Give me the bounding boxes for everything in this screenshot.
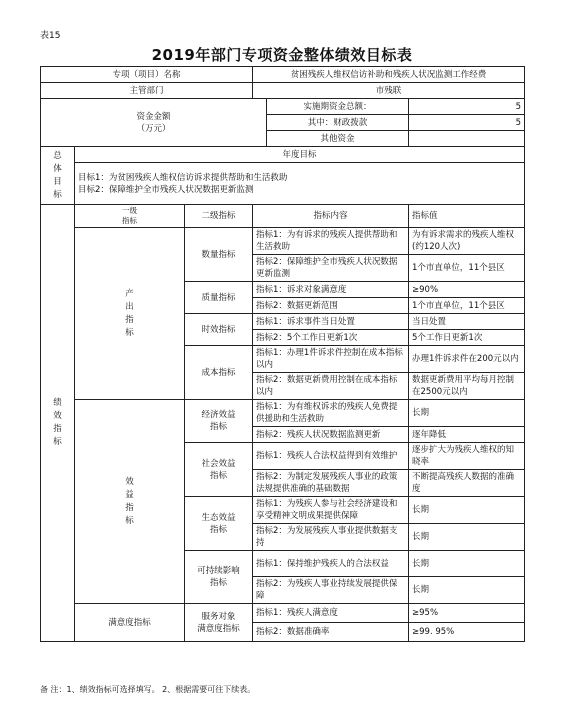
indicator-content: 指标1：残疾人满意度 [253, 604, 409, 623]
indicator-content: 指标2：为制定发展残疾人事业的政策法规提供准确的基础数据 [253, 470, 409, 497]
goals-text-row [41, 163, 525, 205]
indicator-content: 指标2：为发展残疾人事业提供数据支持 [253, 524, 409, 551]
table-number: 表15 [40, 31, 61, 41]
year-goal-text [75, 163, 525, 205]
indicator-content: 指标1：为有诉求的残疾人提供帮助和生活救助 [253, 228, 409, 255]
indicator-content: 指标1：为有维权诉求的残疾人免费提供援助和生活救助 [253, 400, 409, 427]
fund-row-value: 5 [409, 115, 525, 131]
indicator-content: 指标1：残疾人合法权益得到有效维护 [253, 443, 409, 470]
indicator-value: 不断提高残疾人数据的准确度 [409, 470, 525, 497]
overall-goal-label: 总 体 目 标 [41, 147, 75, 205]
indicator-value: 1个市直单位，11个县区 [409, 298, 525, 314]
indicator-content: 指标1：诉求事件当日处置 [253, 314, 409, 330]
indicator-content: 指标2：为残疾人事业持续发展提供保障 [253, 577, 409, 604]
performance-table [40, 66, 525, 642]
indicator-value: 1个市直单位，11个县区 [409, 255, 525, 282]
fund-row-value [409, 131, 525, 147]
indicator-content: 指标2：数据准确率 [253, 623, 409, 642]
indicator-content: 指标1：保持维护残疾人的合法权益 [253, 551, 409, 577]
indicator-value: 数据更新费用平均每月控制在2500元以内 [409, 373, 525, 400]
indicator-content: 指标2：保障维护全市残疾人状况数据更新监测 [253, 255, 409, 282]
indicator-value: ≥99. 95% [409, 623, 525, 642]
dept-label: 主管部门 [41, 83, 253, 99]
fund-row [41, 99, 525, 115]
indicator-content: 指标2：5个工作日更新1次 [253, 330, 409, 346]
goal-2: 目标2：保障维护全市残疾人状况数据更新监测 [78, 184, 254, 195]
perf-header-row [41, 205, 525, 228]
fund-row-value: 5 [409, 99, 525, 115]
fund-label-line1: 资金金额 [136, 111, 171, 122]
fund-row-label: 其中：财政拨款 [267, 115, 409, 131]
satisfaction-indicator-label: 满意度指标 [75, 604, 185, 642]
indicator-content: 指标1：为残疾人参与社会经济建设和享受精神文明成果提供保障 [253, 497, 409, 524]
indicator-value: 当日处置 [409, 314, 525, 330]
fund-row-label: 其他资金 [267, 131, 409, 147]
col-l1-header: 一级 指标 [75, 205, 185, 228]
goal-1: 目标1：为贫困残疾人维权信访诉求提供帮助和生活救助 [78, 172, 288, 183]
perf-indicator-label: 绩 效 指 标 [41, 205, 75, 642]
indicator-content: 指标1：办理1件诉求件控制在成本指标以内 [253, 346, 409, 373]
cost-indicator: 成本指标 [185, 346, 253, 400]
indicator-value: 逐年降低 [409, 427, 525, 443]
indicator-value: 长期 [409, 497, 525, 524]
dept-row [41, 83, 525, 99]
sustainable-indicator: 可持续影响 指标 [185, 551, 253, 604]
quality-indicator: 质量指标 [185, 282, 253, 314]
service-satisfaction-indicator: 服务对象 满意度指标 [185, 604, 253, 642]
benefit-indicator-label: 效 益 指 标 [75, 400, 185, 604]
page-title: 2019年部门专项资金整体绩效目标表 [151, 46, 413, 64]
year-goal-label: 年度目标 [75, 147, 525, 163]
indicator-value: ≥90% [409, 282, 525, 298]
ecological-indicator: 生态效益 指标 [185, 497, 253, 551]
social-indicator: 社会效益 指标 [185, 443, 253, 497]
indicator-value: ≥95% [409, 604, 525, 623]
indicator-value: 办理1件诉求件在200元以内 [409, 346, 525, 373]
indicator-value: 长期 [409, 551, 525, 577]
economic-indicator: 经济效益 指标 [185, 400, 253, 443]
quantity-indicator: 数量指标 [185, 228, 253, 282]
indicator-content: 指标2：数据更新范围 [253, 298, 409, 314]
timeliness-indicator: 时效指标 [185, 314, 253, 346]
dept-value: 市残联 [253, 83, 525, 99]
fund-row-label: 实施期资金总额： [267, 99, 409, 115]
indicator-content: 指标2：残疾人状况数据监测更新 [253, 427, 409, 443]
indicator-content: 指标1：诉求对象满意度 [253, 282, 409, 298]
indicator-value: 为有诉求需求的残疾人维权(约120人次) [409, 228, 525, 255]
col-value-header: 指标值 [409, 205, 525, 228]
table-row [41, 228, 525, 255]
indicator-value: 5个工作日更新1次 [409, 330, 525, 346]
table-row [41, 604, 525, 623]
fund-label-line2: （万元） [136, 123, 171, 134]
indicator-value: 长期 [409, 577, 525, 604]
goals-header-row [41, 147, 525, 163]
footnote: 备 注：1、绩效指标可选择填写。 2、根据需要可往下续表。 [40, 685, 256, 694]
project-name-label: 专项（项目）名称 [41, 67, 253, 83]
project-name-value: 贫困残疾人维权信访补助和残疾人状况监测工作经费 [253, 67, 525, 83]
indicator-value: 长期 [409, 524, 525, 551]
table-row [41, 400, 525, 427]
output-indicator-label: 产 出 指 标 [75, 228, 185, 400]
indicator-value: 逐步扩大为残疾人维权的知晓率 [409, 443, 525, 470]
col-content-header: 指标内容 [253, 205, 409, 228]
project-row [41, 67, 525, 83]
col-l2-header: 二级指标 [185, 205, 253, 228]
fund-label [41, 99, 267, 147]
indicator-value: 长期 [409, 400, 525, 427]
indicator-content: 指标2：数据更新费用控制在成本指标以内 [253, 373, 409, 400]
